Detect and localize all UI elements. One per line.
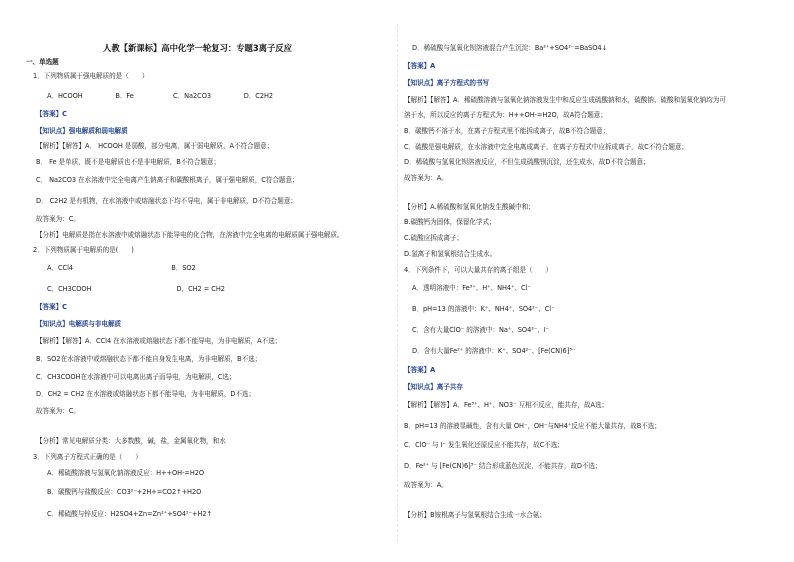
- q1-conclusion: 故答案为：C。: [36, 215, 80, 223]
- column-divider: [397, 24, 398, 542]
- q3-summary-c: C.硫酸应拆成离子；: [404, 234, 463, 242]
- question-2: 2．下列物质属于电解质的是( ): [33, 246, 134, 254]
- q4-summary-b: 【分析】B铵根离子与氢氧根结合生成一水合氨；: [404, 511, 546, 519]
- q4-analysis-d: D．Fe²⁺ 与 [Fe(CN)6]³⁻ 结合形成蓝色沉淀，不能共存，故D不选；: [404, 462, 602, 470]
- q2-options-ab: A．CCl4 B．SO2: [47, 264, 196, 272]
- q2-answer: 【答案】C: [36, 303, 67, 311]
- q1-answer: 【答案】C: [36, 110, 67, 118]
- q3-analysis-a1: 【解析】【解答】A．稀硫酸溶液与氢氧化钠溶液发生中和反应生成硫酸钠和水，硫酸钠、硫酸和氢氧化钠均为可: [404, 96, 726, 104]
- q4-option-c: C．含有大量ClO⁻ 的溶液中：Na⁺、SO4²⁻、I⁻: [412, 326, 550, 334]
- q3-analysis-d: D．稀硫酸与氢氧化钡溶液反应，不但生成硫酸钡沉淀，还生成水，故D不符合题意；: [404, 158, 650, 166]
- q2-analysis-a: 【解析】【解答】A．CCl4 在水溶液或熔融状态下都不能导电，为非电解质，A不选；: [36, 337, 282, 345]
- q1-analysis-c: C． Na2CO3 在水溶液中完全电离产生钠离子和碳酸根离子，属于强电解质，C符合题意；: [36, 176, 299, 184]
- q3-summary-a: 【分析】A.稀硫酸和氢氧化钠发生酸碱中和；: [404, 203, 535, 211]
- question-4: 4．下列条件下，可以大量共存的离子组是（ ）: [404, 266, 553, 274]
- q2-options-cd: C．CH3COOH D．CH2 = CH2: [47, 285, 225, 293]
- q4-option-b: B．pH=13 的溶液中：K⁺、NH4⁺、SO4²⁻、Cl⁻: [412, 305, 555, 313]
- q2-analysis-c: C．CH3COOH在水溶液中可以电离出离子而导电，为电解质，C选；: [36, 373, 236, 381]
- q1-knowledge: 【知识点】强电解质和弱电解质: [36, 127, 128, 135]
- q3-option-b: B．碳酸钙与盐酸反应：CO3²⁻+2H+=CO2↑+H2O: [47, 488, 202, 496]
- q1-analysis-d: D． C2H2 是有机物，在水溶液中或熔融状态下均不导电，属于非电解质，D不符合题意；: [36, 197, 297, 205]
- q4-analysis-a: 【解析】【解答】A．Fe³⁺、H⁺、NO3⁻ 互相不反应，能共存，故A选；: [404, 401, 609, 409]
- q2-conclusion: 故答案为：C。: [36, 407, 80, 415]
- q1-analysis-a: 【解析】【解答】A． HCOOH 是弱酸，部分电离，属于弱电解质，A不符合题意；: [36, 142, 274, 150]
- question-3: 3．下列离子方程式正确的是（ ）: [33, 453, 142, 461]
- q3-analysis-b: B．碳酸钙不溶于水，在离子方程式里不能拆成离子，故B不符合题意；: [404, 127, 610, 135]
- q3-knowledge: 【知识点】离子方程式的书写: [404, 79, 490, 87]
- q3-analysis-c: C．硫酸是强电解质，在水溶液中完全电离成离子，在离子方程式中应拆成离子，故C不符合题意；: [404, 143, 688, 151]
- q4-option-d: D．含有大量Fe²⁺ 的溶液中：K⁺、SO4²⁻、[Fe(CN)6]³⁻: [412, 347, 576, 355]
- q4-answer: 【答案】A: [404, 366, 436, 374]
- q4-conclusion: 故答案为：A。: [404, 481, 448, 489]
- q3-option-d: D．稀硫酸与氢氧化钡溶液混合产生沉淀：Ba²⁺+SO4²⁻=BaSO4↓: [412, 44, 608, 52]
- q1-summary: 【分析】电解质是指在水溶液中或熔融状态下能导电的化合物，在溶液中完全电离的电解质属于强电解质。: [36, 231, 344, 239]
- q1-options: A．HCOOH B．Fe C．Na2CO3 D．C2H2: [47, 92, 274, 100]
- q2-summary: 【分析】常见电解质分类：大多数酸，碱，盐，金属氧化物，和水: [36, 437, 226, 445]
- q2-analysis-d: D．CH2 = CH2 在水溶液或熔融状态下都不能导电，为非电解质，D不选；: [36, 390, 256, 398]
- q3-answer: 【答案】A: [404, 62, 436, 70]
- q3-summary-d: D.氢离子和氢氧根结合生成水。: [404, 250, 497, 258]
- section-heading: 一、单选题: [26, 58, 59, 66]
- q4-knowledge: 【知识点】离子共存: [404, 383, 463, 391]
- q4-analysis-c: C．ClO⁻ 与 I⁻ 发生氧化还原反应不能共存，故C不选；: [404, 441, 564, 449]
- q3-option-a: A．稀硫酸溶液与氢氧化钠溶液反应：H++OH-=H2O: [47, 469, 205, 477]
- q3-option-c: C．稀硫酸与锌反应：H2SO4+Zn=Zn²⁺+SO4²⁻+H2↑: [47, 510, 213, 518]
- q1-analysis-b: B． Fe 是单质，既不是电解质也不是非电解质，B不符合题意；: [36, 158, 221, 166]
- q2-knowledge: 【知识点】电解质与非电解质: [36, 320, 122, 328]
- q2-analysis-b: B．SO2在水溶液中或熔融状态下都不能自身发生电离，为非电解质，B不选；: [36, 355, 262, 363]
- q3-summary-b: B.碳酸钙为固体，保留化学式；: [404, 218, 496, 226]
- q3-analysis-a2: 溶于水，所以反应的离子方程式为：H++OH-=H2O，故A符合题意；: [404, 111, 607, 119]
- q4-analysis-b: B．pH=13 的溶液显碱性，含有大量 OH⁻，OH⁻与NH4⁺反应不能大量共存，故B不选；: [404, 422, 661, 430]
- document-title: 人教【新课标】高中化学一轮复习：专题3离子反应: [103, 43, 292, 53]
- q4-option-a: A．透明溶液中：Fe³⁺、H⁺、NH4⁺、Cl⁻: [412, 284, 531, 292]
- question-1: 1．下列物质属于强电解质的是（ ）: [33, 72, 149, 80]
- q3-conclusion: 故答案为：A。: [404, 174, 448, 182]
